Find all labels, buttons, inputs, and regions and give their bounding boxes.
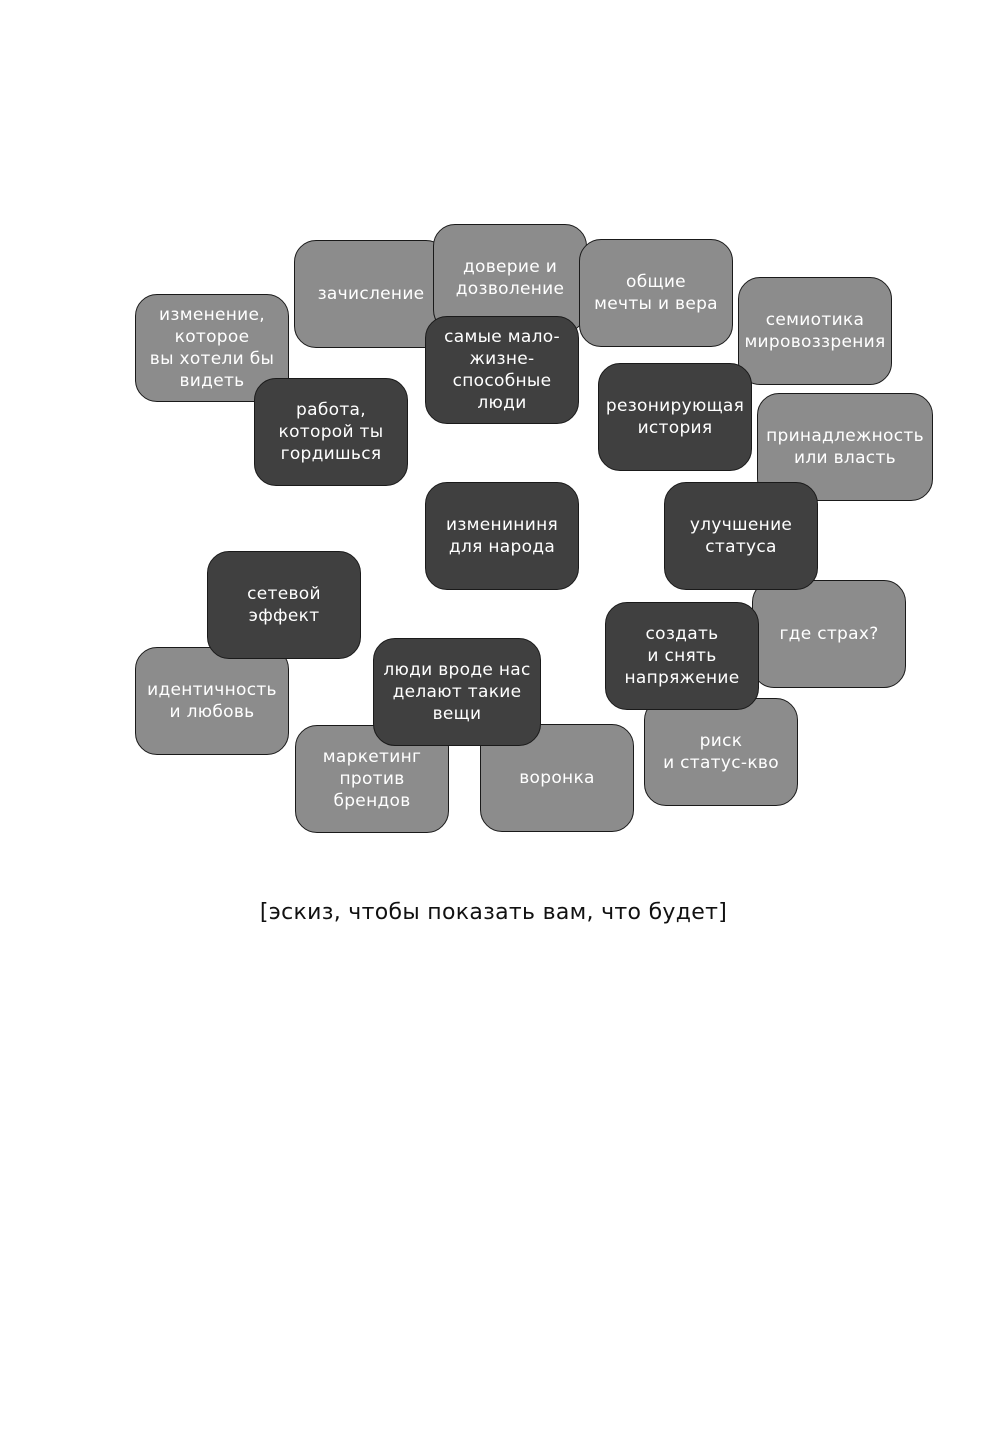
tile-identichnost: идентичность и любовь bbox=[135, 647, 289, 755]
tile-izmenenie: изменение, которое вы хотели бы видеть bbox=[135, 294, 289, 402]
tile-obshie: общие мечты и вера bbox=[579, 239, 733, 347]
tile-prinadlezhnost: принадлежность или власть bbox=[757, 393, 933, 501]
tile-setevoy: сетевой эффект bbox=[207, 551, 361, 659]
tile-rabota: работа, которой ты гордишься bbox=[254, 378, 408, 486]
tile-voronka: воронка bbox=[480, 724, 634, 832]
tile-marketing: маркетинг против брендов bbox=[295, 725, 449, 833]
sketch-caption: [эскиз, чтобы показать вам, что будет] bbox=[259, 900, 728, 925]
tile-semiotika: семиотика мировоззрения bbox=[738, 277, 892, 385]
tile-sozdat: создать и снять напряжение bbox=[605, 602, 759, 710]
tile-uluchshenie: улучшение статуса bbox=[664, 482, 818, 590]
tile-doverie: доверие и дозволение bbox=[433, 224, 587, 332]
tile-risk: риск и статус-кво bbox=[644, 698, 798, 806]
tile-zachislenie: зачисление bbox=[294, 240, 448, 348]
tile-gde-strah: где страх? bbox=[752, 580, 906, 688]
tile-izmeninia: изменининя для народа bbox=[425, 482, 579, 590]
tile-samye: самые мало- жизне- способные люди bbox=[425, 316, 579, 424]
tile-rezoniruyushaya: резонирующая история bbox=[598, 363, 752, 471]
tile-lyudi: люди вроде нас делают такие вещи bbox=[373, 638, 541, 746]
